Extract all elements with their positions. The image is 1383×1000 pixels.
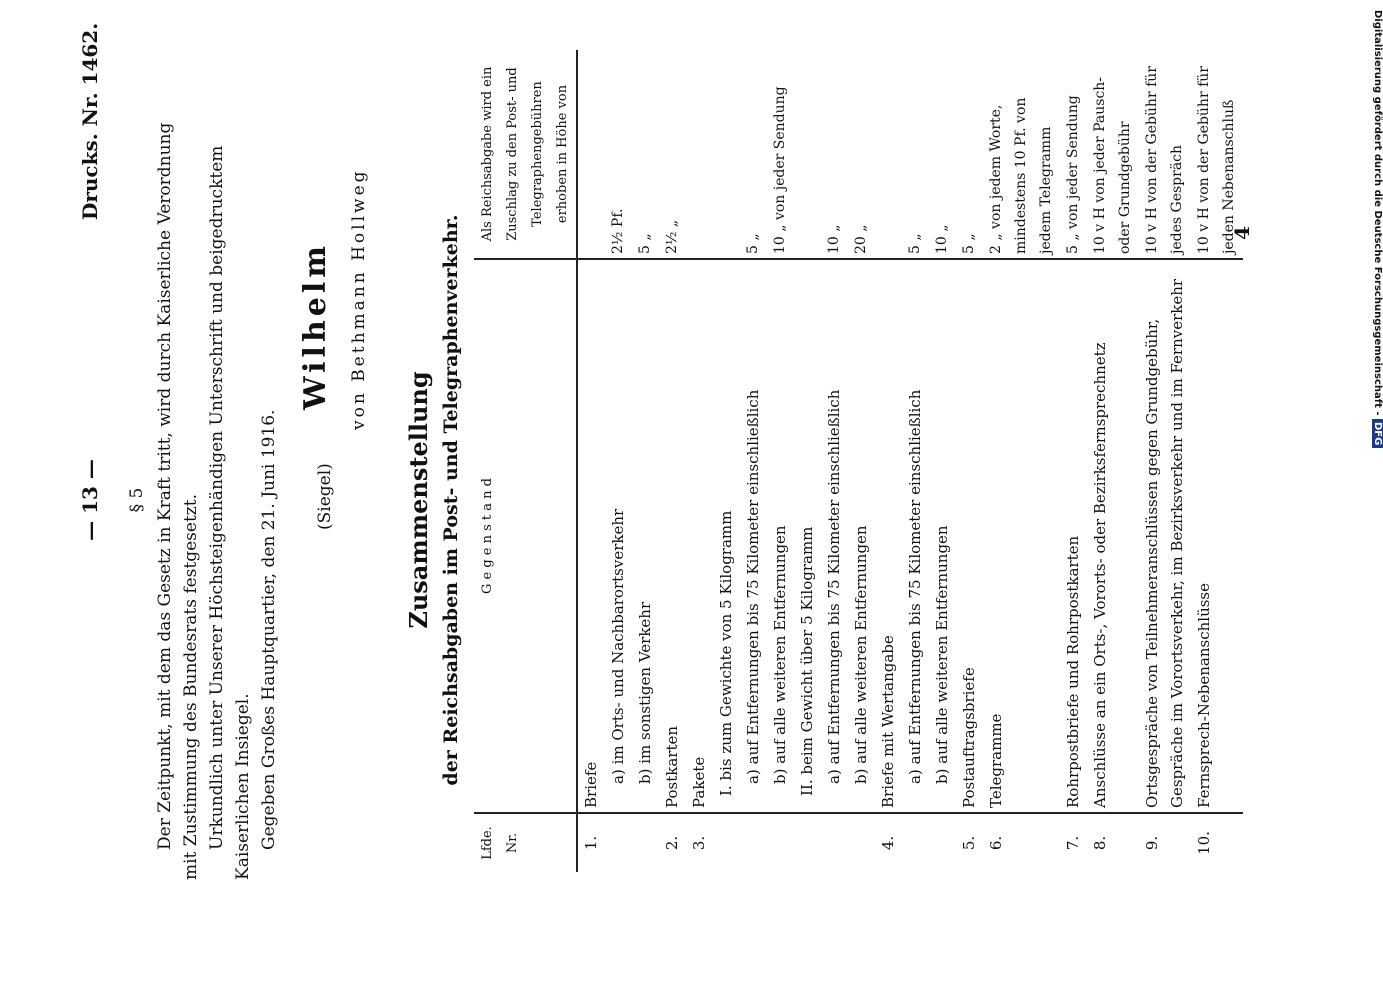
row-number <box>794 813 821 872</box>
row-subject: Postkarten <box>659 259 686 813</box>
row-number: 7. <box>1060 813 1087 872</box>
row-value: 2½ „ <box>664 219 680 254</box>
row-number <box>902 813 929 872</box>
row-value: 5 „ <box>637 233 653 254</box>
row-number: 10. <box>1191 813 1243 872</box>
table-row <box>794 50 821 872</box>
signature: Wilhelm <box>298 242 333 410</box>
row-value: 5 „ von jeder Sendung <box>1065 95 1081 254</box>
row-number: 2. <box>659 813 686 872</box>
table-row <box>956 50 983 872</box>
table-row <box>1087 50 1139 872</box>
row-number: 8. <box>1087 813 1139 872</box>
row-subject: Briefe <box>577 259 605 813</box>
row-number <box>848 813 875 872</box>
row-number: 6. <box>983 813 1060 872</box>
column-header-gegenstand: G e g e n s t a n d <box>474 259 577 813</box>
row-value: 5 „ <box>961 233 977 254</box>
table-row <box>767 50 794 872</box>
table-row <box>875 50 902 872</box>
row-value: 20 „ <box>853 224 869 254</box>
row-subject: Fernsprech-Nebenanschlüsse <box>1191 259 1243 813</box>
row-number <box>740 813 767 872</box>
table-row <box>659 50 686 872</box>
table-row <box>821 50 848 872</box>
table-row <box>713 50 740 872</box>
table-row <box>577 50 605 872</box>
row-subject: Ortsgespräche von Teilnehmeranschlüssen gegen Grundgebühr, Gespräche im Vorortsverkehr, im Bezirksverkehr und im Fernverkehr <box>1139 259 1191 813</box>
row-value: 2½ Pf. <box>610 208 626 254</box>
row-number <box>929 813 956 872</box>
row-value <box>577 50 605 259</box>
section-mark: § 5 <box>127 487 147 513</box>
row-subject: a) auf Entfernungen bis 75 Kilometer einschließlich <box>821 259 848 813</box>
row-number <box>713 813 740 872</box>
row-subject: II. beim Gewicht über 5 Kilogramm <box>794 259 821 813</box>
table-row <box>848 50 875 872</box>
page-number: — 13 — <box>78 459 102 541</box>
document-title: Zusammenstellung <box>404 371 433 629</box>
tax-table <box>474 50 1243 872</box>
table-row <box>632 50 659 872</box>
row-number: 4. <box>875 813 902 872</box>
row-value: 10 „ von jeder Sendung <box>772 86 788 254</box>
paragraph-2: Urkundlich unter Unserer Höchsteigenhändigen Unterschrift und beigedrucktem Kaiserlichen Insiegel. <box>207 145 253 880</box>
countersignature: von Bethmann Hollweg <box>349 168 369 430</box>
row-number <box>821 813 848 872</box>
row-value <box>875 50 902 259</box>
footer-mark: 4 <box>1230 226 1254 240</box>
column-header-nr: Lfde. Nr. <box>474 813 577 872</box>
row-number: 9. <box>1139 813 1191 872</box>
row-value <box>794 50 821 259</box>
table-row <box>1191 50 1243 872</box>
table-row <box>1139 50 1191 872</box>
row-subject: I. bis zum Gewichte von 5 Kilogramm <box>713 259 740 813</box>
row-value <box>713 50 740 259</box>
row-number <box>632 813 659 872</box>
document-subtitle: der Reichsabgaben im Post- und Telegraphenverkehr. <box>440 214 462 786</box>
row-value: 10 „ <box>826 224 842 254</box>
row-value: 5 „ <box>907 233 923 254</box>
funding-note: Digitalisierung gefördert durch die Deutsche Forschungsgemeinschaft - <box>1372 10 1383 416</box>
row-number: 1. <box>577 813 605 872</box>
table-row <box>605 50 632 872</box>
row-subject: a) im Orts- und Nachbarortsverkehr <box>605 259 632 813</box>
row-subject: b) im sonstigen Verkehr <box>632 259 659 813</box>
table-row <box>929 50 956 872</box>
row-subject: b) auf alle weiteren Entfernungen <box>848 259 875 813</box>
table-row <box>1060 50 1087 872</box>
side-note <box>1372 10 1383 448</box>
paragraph-1: Der Zeitpunkt, mit dem das Gesetz in Kraft tritt, wird durch Kaiserliche Verordnung mit Zustimmung des Bundesrats festgesetzt. <box>155 122 201 880</box>
row-value: 5 „ <box>745 233 761 254</box>
row-subject: Anschlüsse an ein Orts-, Vororts- oder Bezirksfernsprechnetz <box>1087 259 1139 813</box>
table-row <box>983 50 1060 872</box>
table-row <box>686 50 713 872</box>
row-number <box>605 813 632 872</box>
row-number: 5. <box>956 813 983 872</box>
table-row <box>902 50 929 872</box>
row-subject: a) auf Entfernungen bis 75 Kilometer einschließlich <box>902 259 929 813</box>
row-subject: Postauftragsbriefe <box>956 259 983 813</box>
column-header-value: Als Reichsabgabe wird ein Zuschlag zu den Post- und Telegraphengebühren erhoben in Höhe von <box>474 50 577 259</box>
row-value <box>686 50 713 259</box>
row-subject: b) auf alle weiteren Entfernungen <box>767 259 794 813</box>
row-subject: Telegramme <box>983 259 1060 813</box>
row-value: 10 v H von der Gebühr für jedes Gespräch <box>1144 66 1185 254</box>
row-subject: a) auf Entfernungen bis 75 Kilometer einschließlich <box>740 259 767 813</box>
row-value: 2 „ von jedem Worte, mindestens 10 Pf. von jedem Telegramm <box>988 97 1054 254</box>
row-value: 10 v H von jeder Pausch- oder Grundgebühr <box>1092 76 1133 254</box>
row-subject: b) auf alle weiteren Entfernungen <box>929 259 956 813</box>
table-row <box>740 50 767 872</box>
paragraph-3: Gegeben Großes Hauptquartier, den 21. Juni 1916. <box>259 409 279 850</box>
row-number: 3. <box>686 813 713 872</box>
dfg-badge: DFG <box>1372 419 1383 448</box>
row-value: 10 „ <box>934 224 950 254</box>
row-number <box>767 813 794 872</box>
row-value: 10 v H von der Gebühr für jeden Nebenanschluß <box>1196 66 1237 254</box>
row-subject: Pakete <box>686 259 713 813</box>
row-subject: Briefe mit Wertangabe <box>875 259 902 813</box>
row-subject: Rohrpostbriefe und Rohrpostkarten <box>1060 259 1087 813</box>
drucks-number: Drucks. Nr. 1462. <box>78 22 102 220</box>
seal-label: (Siegel) <box>315 463 335 530</box>
